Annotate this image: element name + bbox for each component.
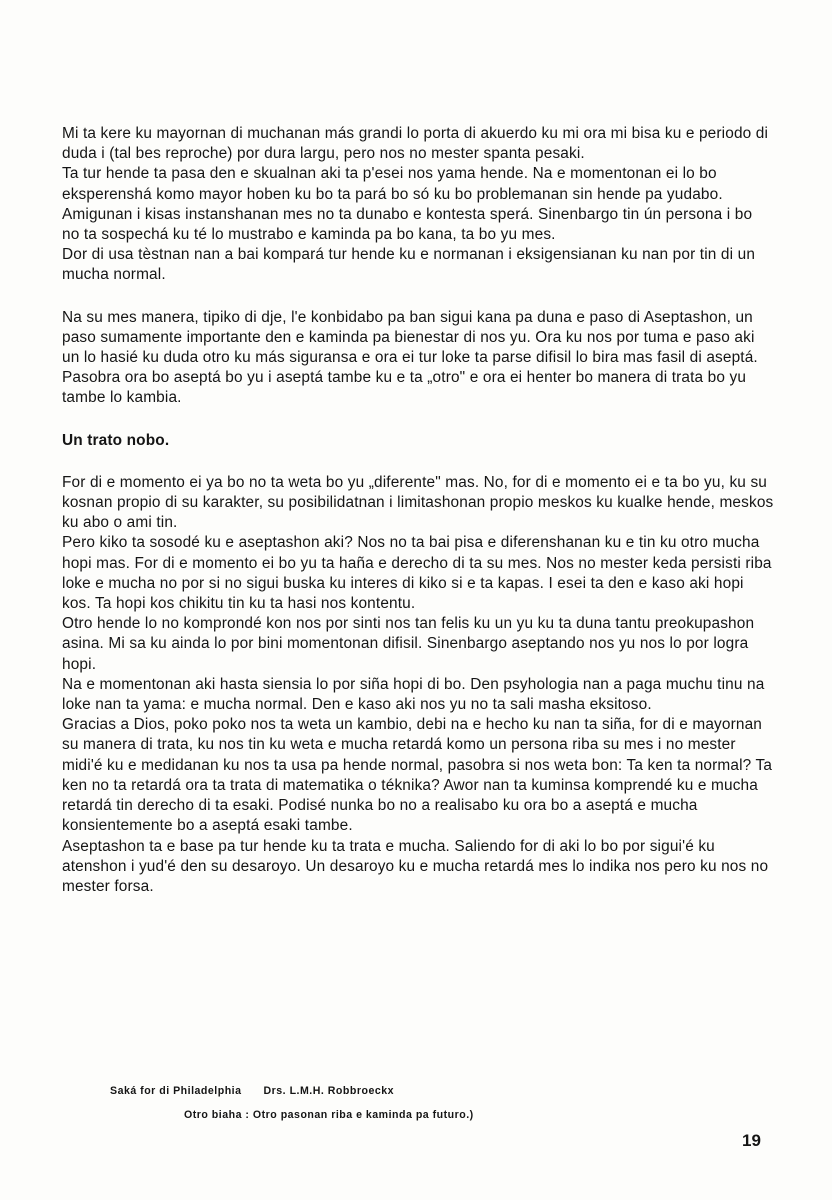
continued-note: Otro biaha : Otro pasonan riba e kaminda pa futuro.) — [184, 1109, 474, 1121]
paragraph: Mi ta kere ku mayornan di muchanan más grandi lo porta di akuerdo ku mi ora mi bisa ku e periodo di duda i (tal bes reproche) por dura largu, pero nos no mester spanta pesaki. — [62, 125, 769, 163]
page-number: 19 — [742, 1131, 761, 1150]
section-heading: Un trato nobo. — [62, 431, 170, 449]
paragraph: Na su mes manera, tipiko di dje, l'e konbidabo pa ban sigui kana pa duna e paso di Aseptashon, un paso sumamente importante den e kaminda pa bienestar di nos yu. Ora ku nos por tuma e paso aki un lo hasié ku duda otro ku más siguransa e ora ei tur loke ta parse difisil lo bira mas fasil di aseptá. Pasobra ora bo aseptá bo yu i aseptá tambe ku e ta „otro" e ora ei henter bo manera di trata bo yu tambe lo kambia. — [62, 308, 758, 407]
author-credit: Drs. L.M.H. Robbroeckx — [263, 1085, 395, 1097]
paragraph: Dor di usa tèstnan nan a bai kompará tur hende ku e normanan i eksigensianan ku nan por tin di un mucha normal. — [62, 246, 756, 284]
article-body — [62, 124, 774, 897]
paragraph: Otro hende lo no komprondé kon nos por sinti nos tan felis ku un yu ku ta duna tantu preokupashon asina. Mi sa ku ainda lo por bini momentonan difisil. Sinenbargo aseptando nos yu nos lo por logra hopi. — [62, 615, 755, 673]
paragraph: Ta tur hende ta pasa den e skualnan aki ta p'esei nos yama hende. Na e momentonan ei lo bo eksperenshá komo mayor hoben ku bo ta pará bo só ku bo problemanan sin hende pa yudabo. Amigunan i kisas instanshanan mes no ta dunabo e kontesta sperá. Sinenbargo tin ún persona i bo no ta sospechá ku té lo mustrabo e kaminda pa bo kana, ta bo yu mes. — [62, 165, 753, 244]
paragraph: Gracias a Dios, poko poko nos ta weta un kambio, debi na e hecho ku nan ta siña, for di e mayornan su manera di trata, ku nos tin ku weta e mucha retardá komo un persona riba su mes i no mester midi'é ku e medidanan ku nos ta usa pa hende normal, pasobra si nos weta bon: Ta ken ta normal? Ta ken no ta retardá ora ta trata di matematika o téknika? Awor nan ta kuminsa komprendé ku e mucha retardá tin derecho di ta esaki. Podisé nunka bo no a realisabo ku ora bo a aseptá e mucha konsientemente bo a aseptá esaki tambe. — [62, 716, 773, 835]
source-credit: Saká for di Philadelphia — [110, 1085, 242, 1097]
paragraph: For di e momento ei ya bo no ta weta bo yu „diferente" mas. No, for di e momento ei e ta bo yu, ku su kosnan propio di su karakter, su posibilidatnan i limitashonan propio meskos ku kualke hende, meskos ku abo o ami tin. — [62, 473, 774, 532]
paragraph: Na e momentonan aki hasta siensia lo por siña hopi di bo. Den psyhologia nan a paga muchu tinu na loke nan ta yama: e mucha normal. Den e kaso aki nos yu no ta sali masha eksitoso. — [62, 675, 765, 714]
paragraph: Aseptashon ta e base pa tur hende ku ta trata e mucha. Saliendo for di aki lo bo por sigui'é ku atenshon i yud'é den su desaroyo. Un desaroyo ku e mucha retardá mes lo indika nos pero ku nos no mester forsa. — [62, 837, 769, 895]
article-credits — [110, 1084, 474, 1122]
paragraph: Pero kiko ta sosodé ku e aseptashon aki? Nos no ta bai pisa e diferenshanan ku e tin ku otro mucha hopi mas. For di e momento ei bo yu ta haña e derecho di ta su mes. Nos no mester keda persisti riba loke e mucha no por si no sigui buska ku interes di kiko si e ta kapas. I esei ta den e kaso aki hopi kos. Ta hopi kos chikitu tin ku ta hasi nos kontentu. — [62, 534, 772, 613]
